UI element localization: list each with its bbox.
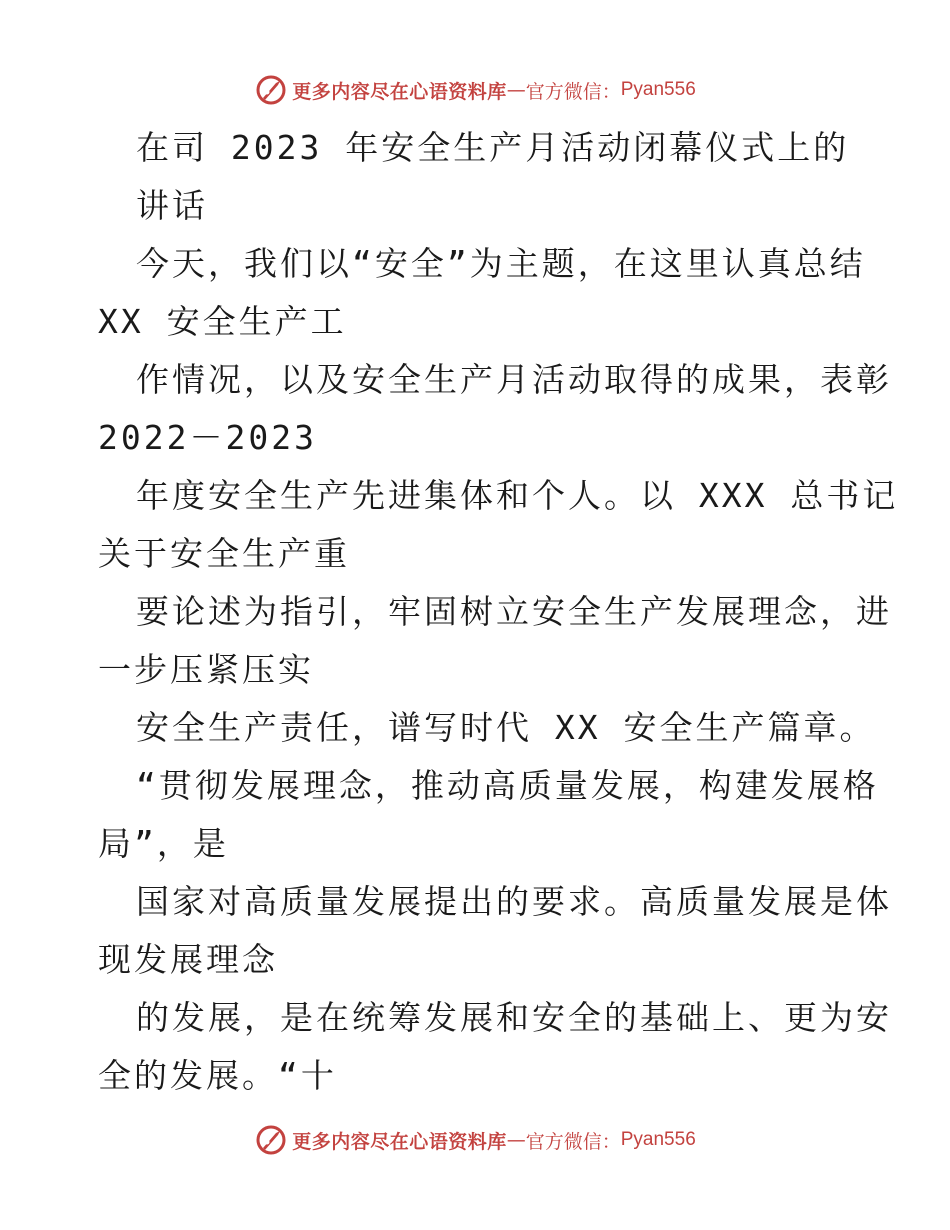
banner-wechat-label: 官方微信： [525,1130,621,1153]
text-line: 在司 2023 年安全生产月活动闭幕仪式上的 [136,128,850,167]
quill-logo-icon [254,1123,288,1157]
banner-wechat-id: Pyan556 [620,1129,696,1150]
banner-wechat-id: Pyan556 [620,79,696,100]
header-banner [0,70,950,110]
text-line: XX 安全生产工 [98,302,347,341]
text-line: 现发展理念 [98,940,278,979]
text-line: 今天，我们以“安全”为主题，在这里认真总结 [136,244,866,283]
text-line: 全的发展。“十 [98,1056,337,1095]
banner-text: 更多内容尽在心语资料库 [292,1130,507,1153]
text-line: 作情况，以及安全生产月活动取得的成果，表彰 [136,360,892,399]
text-line: 国家对高质量发展提出的要求。高质量发展是体 [136,882,892,921]
text-line: 讲话 [136,186,208,225]
text-line: 的发展，是在统筹发展和安全的基础上、更为安 [136,998,892,1037]
banner-separator: — [506,1129,526,1151]
text-line: “贯彻发展理念，推动高质量发展，构建发展格 [136,766,879,805]
text-line: 年度安全生产先进集体和个人。以 XXX 总书记 [136,476,899,515]
text-line: 要论述为指引，牢固树立安全生产发展理念，进 [136,592,892,631]
text-line: 局”，是 [98,824,229,863]
banner-wechat-label: 官方微信： [525,80,621,103]
quill-logo-icon [254,73,288,107]
footer-banner [0,1120,950,1160]
text-line: 关于安全生产重 [98,534,350,573]
text-line: 一步压紧压实 [98,650,314,689]
banner-text: 更多内容尽在心语资料库 [292,80,507,103]
banner-separator: — [506,79,526,101]
text-line: 安全生产责任，谱写时代 XX 安全生产篇章。 [136,708,876,747]
text-line: 2022－2023 [98,418,317,457]
